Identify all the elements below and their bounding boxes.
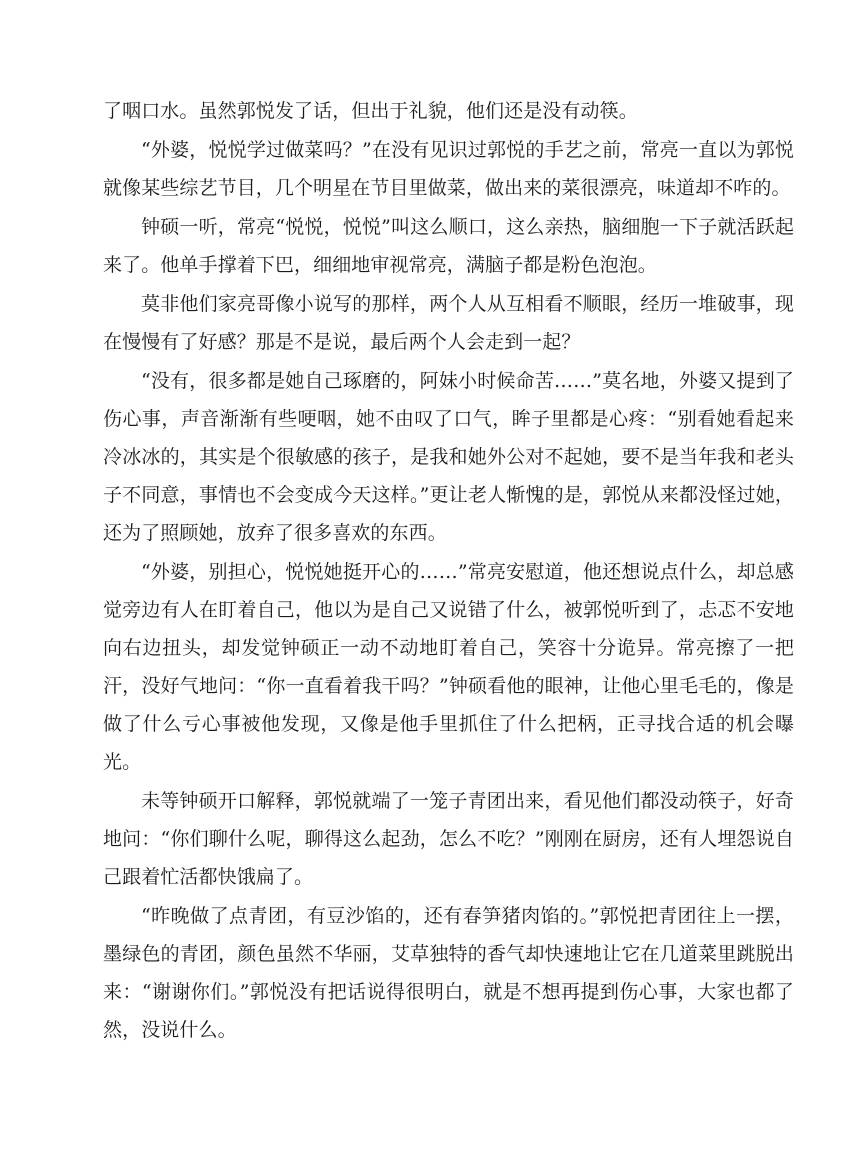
paragraph: “外婆，悦悦学过做菜吗？”在没有见识过郭悦的手艺之前，常亮一直以为郭悦就像某些综艺节目，几个明星在节目里做菜，做出来的菜很漂亮，味道却不咋的。 [103, 139, 794, 199]
paragraph: “外婆，别担心，悦悦她挺开心的……”常亮安慰道，他还想说点什么，却总感觉旁边有人在盯着自己，他以为是自己又说错了什么，被郭悦听到了，忐忑不安地向右边扭头，却发觉钟硕正一动不动地盯着自己，笑容十分诡异。常亮擦了一把汗，没好气地问：“你一直看着我干吗？”钟硕看他的眼神，让他心里毛毛的，像是做了什么亏心事被他发现，又像是他手里抓住了什么把柄，正寻找合适的机会曝光。 [103, 561, 794, 773]
paragraph: 了咽口水。虽然郭悦发了话，但出于礼貌，他们还是没有动筷。 [103, 100, 638, 122]
paragraph: 莫非他们家亮哥像小说写的那样，两个人从互相看不顺眼，经历一堆破事，现在慢慢有了好感？那是不是说，最后两个人会走到一起？ [103, 293, 794, 353]
paragraph: 钟硕一听，常亮“悦悦，悦悦”叫这么顺口，这么亲热，脑细胞一下子就活跃起来了。他单手撑着下巴，细细地审视常亮，满脑子都是粉色泡泡。 [103, 216, 794, 276]
paragraph: “昨晚做了点青团，有豆沙馅的，还有春笋猪肉馅的。”郭悦把青团往上一摆，墨绿色的青团，颜色虽然不华丽，艾草独特的香气却快速地让它在几道菜里跳脱出来：“谢谢你们。”郭悦没有把话说得很明白，就是不想再提到伤心事，大家也都了然，没说什么。 [103, 905, 794, 1041]
paragraph: 未等钟硕开口解释，郭悦就端了一笼子青团出来，看见他们都没动筷子，好奇地问：“你们聊什么呢，聊得这么起劲，怎么不吃？”刚刚在厨房，还有人埋怨说自己跟着忙活都快饿扁了。 [103, 790, 794, 888]
text-body [103, 92, 794, 1050]
paragraph: “没有，很多都是她自己琢磨的，阿妹小时候命苦……”莫名地，外婆又提到了伤心事，声音渐渐有些哽咽，她不由叹了口气，眸子里都是心疼：“别看她看起来冷冰冰的，其实是个很敏感的孩子，是我和她外公对不起她，要不是当年我和老头子不同意，事情也不会变成今天这样。”更让老人惭愧的是，郭悦从来都没怪过她，还为了照顾她，放弃了很多喜欢的东西。 [103, 370, 794, 544]
